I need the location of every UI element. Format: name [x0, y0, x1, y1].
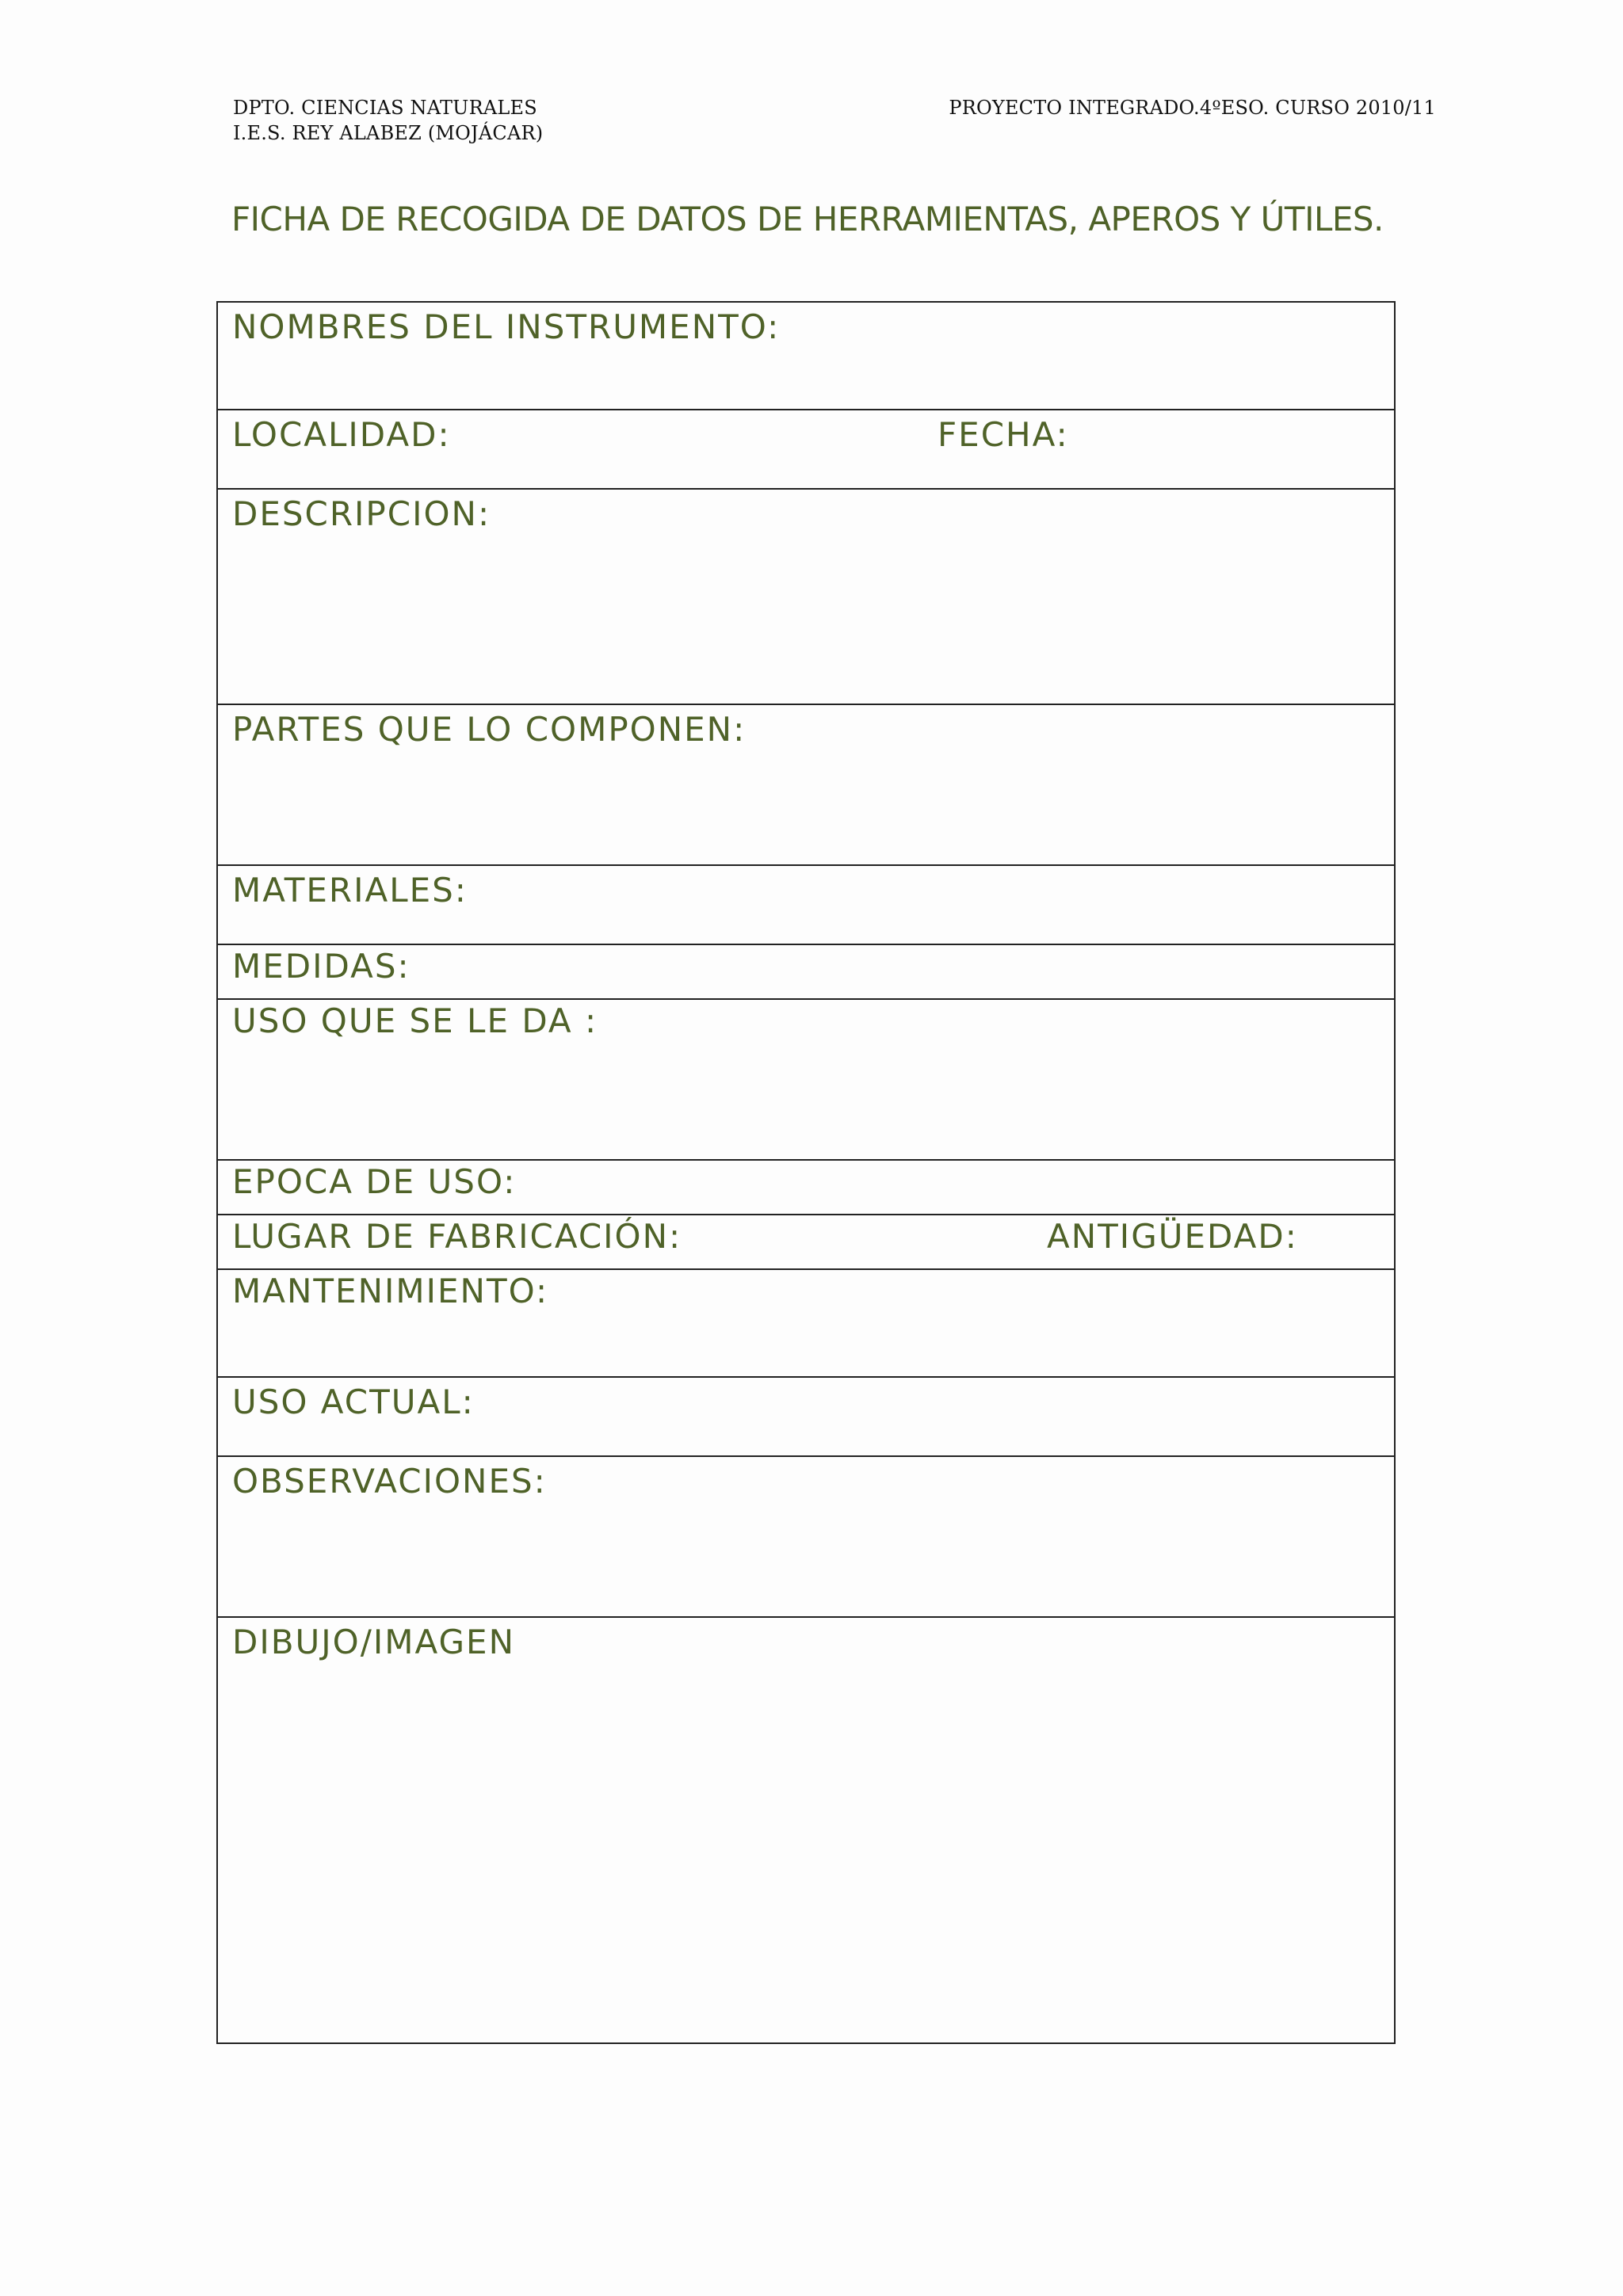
project-course: PROYECTO INTEGRADO.4ºESO. CURSO 2010/11 [949, 97, 1436, 119]
label-partes: PARTES QUE LO COMPONEN: [232, 710, 747, 749]
row-epoca[interactable] [218, 1161, 1394, 1215]
row-medidas[interactable] [218, 945, 1394, 1000]
row-dibujo[interactable] [218, 1618, 1394, 2042]
label-nombres: NOMBRES DEL INSTRUMENTO: [232, 307, 781, 346]
label-materiales: MATERIALES: [232, 871, 468, 910]
label-dibujo: DIBUJO/IMAGEN [232, 1623, 515, 1661]
label-lugar: LUGAR DE FABRICACIÓN: [232, 1217, 682, 1256]
label-medidas: MEDIDAS: [232, 947, 411, 986]
label-uso-actual: USO ACTUAL: [232, 1383, 475, 1421]
row-descripcion[interactable] [218, 490, 1394, 705]
label-observaciones: OBSERVACIONES: [232, 1462, 547, 1501]
school-name: I.E.S. REY ALABEZ (MOJÁCAR) [233, 122, 544, 144]
label-descripcion: DESCRIPCION: [232, 494, 491, 533]
row-observaciones[interactable] [218, 1457, 1394, 1618]
label-fecha: FECHA: [938, 415, 1069, 454]
row-uso[interactable] [218, 1000, 1394, 1161]
row-localidad-fecha[interactable] [218, 410, 1394, 490]
label-uso: USO QUE SE LE DA : [232, 1001, 598, 1040]
row-lugar-antiguedad[interactable] [218, 1215, 1394, 1270]
label-localidad: LOCALIDAD: [232, 415, 451, 454]
department-name: DPTO. CIENCIAS NATURALES [233, 97, 537, 119]
data-collection-form [216, 301, 1396, 2044]
row-materiales[interactable] [218, 866, 1394, 945]
row-uso-actual[interactable] [218, 1378, 1394, 1457]
label-antiguedad: ANTIGÜEDAD: [1047, 1217, 1298, 1256]
label-epoca: EPOCA DE USO: [232, 1162, 517, 1201]
row-mantenimiento[interactable] [218, 1270, 1394, 1378]
label-mantenimiento: MANTENIMIENTO: [232, 1272, 549, 1310]
row-partes[interactable] [218, 705, 1394, 866]
row-nombres[interactable] [218, 303, 1394, 410]
form-title: FICHA DE RECOGIDA DE DATOS DE HERRAMIENTAS, APEROS Y ÚTILES. [231, 200, 1384, 238]
